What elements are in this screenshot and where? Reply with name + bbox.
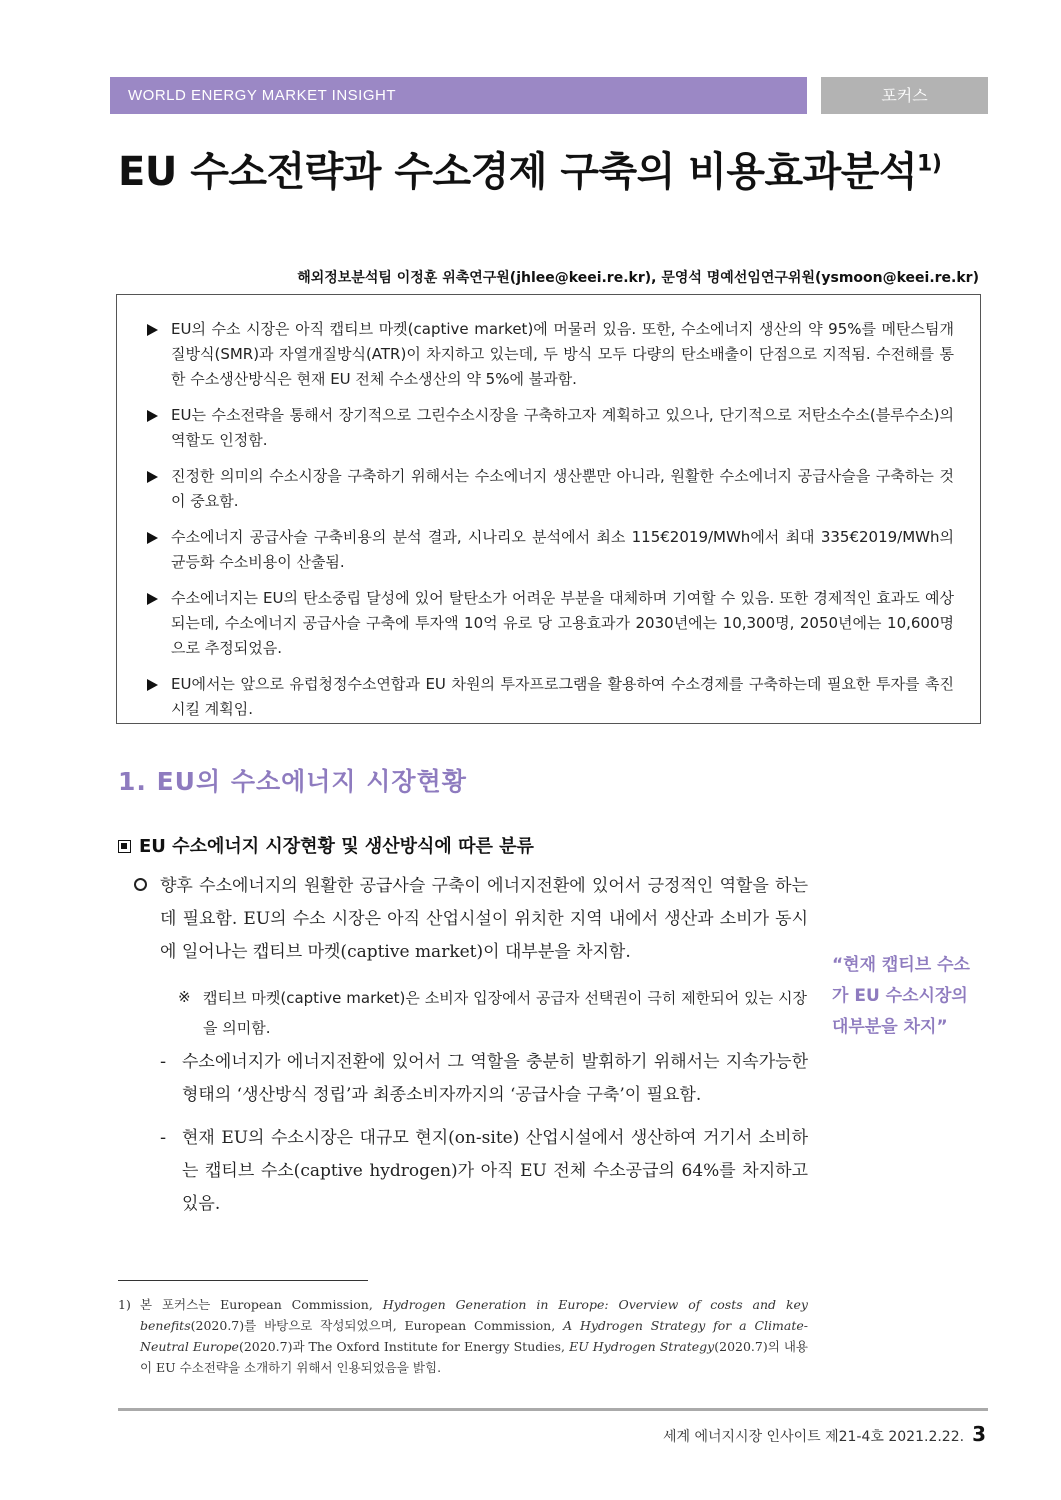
footnote-text: (2020.7)의 내용이 EU 수소전략을 소개하기 위해서 인용되었음을 밝힘. <box>140 1339 808 1375</box>
triangle-bullet-icon <box>147 471 158 483</box>
summary-item <box>147 317 954 392</box>
title-text: EU 수소전략과 수소경제 구축의 비용효과분석 <box>118 149 918 195</box>
page-footer <box>663 1422 986 1446</box>
summary-item <box>147 403 954 453</box>
footnote-body <box>118 1294 808 1378</box>
dash-bullet: - <box>160 1052 167 1072</box>
footnote-citation: A Hydrogen Strategy for a Climate-Neutral Europe <box>140 1318 808 1354</box>
footnote-divider <box>118 1280 368 1281</box>
publication-info: 세계 에너지시장 인사이트 제21-4호 2021.2.22. <box>662 1429 965 1445</box>
summary-item <box>147 525 954 575</box>
triangle-bullet-icon <box>147 324 158 336</box>
footnote-citation: Hydrogen Generation in Europe: Overview of costs and key benefits <box>140 1297 808 1333</box>
page-number: 3 <box>972 1422 986 1446</box>
note-text: 캡티브 마켓(captive market)은 소비자 입장에서 공급자 선택권이 극히 제한되어 있는 시장을 의미함. <box>203 989 807 1037</box>
summary-text: 수소에너지는 EU의 탄소중립 달성에 있어 탈탄소가 어려운 부분을 대체하며 기여할 수 있음. 또한 경제적인 효과도 예상되는데, 수소에너지 공급사슬 구축에 투자액 10억 유로 당 고용효과가 2030년에는 10,300명, 2050년에는 10,600명으로 추정되었음. <box>171 589 954 657</box>
triangle-bullet-icon <box>147 532 158 544</box>
dash-bullet: - <box>160 1128 167 1148</box>
footnote-text: (2020.7)과 The Oxford Institute for Energy Studies, <box>238 1339 570 1354</box>
note-mark: ※ <box>178 988 191 1006</box>
footnote-text: (2020.7)를 바탕으로 작성되었으며, European Commission, <box>190 1318 564 1333</box>
summary-text: EU는 수소전략을 통해서 장기적으로 그린수소시장을 구축하고자 계획하고 있으나, 단기적으로 저탄소수소(블루수소)의 역할도 인정함. <box>171 406 954 449</box>
square-bullet-icon <box>118 840 131 853</box>
header-category-tag: 포커스 <box>821 77 988 114</box>
authors-line: 해외정보분석팀 이정훈 위촉연구원(jhlee@keei.re.kr), 문영석 명예선임연구위원(ysmoon@keei.re.kr) <box>297 270 979 286</box>
footnote-text: 본 포커스는 European Commission, <box>140 1297 383 1312</box>
section-heading: 1. EU의 수소에너지 시장현황 <box>118 767 467 796</box>
summary-box <box>116 294 981 724</box>
footer-divider <box>118 1408 988 1411</box>
header-series-bar: WORLD ENERGY MARKET INSIGHT <box>110 77 807 114</box>
body-dash-item: 현재 EU의 수소시장은 대규모 현지(on-site) 산업시설에서 생산하여 거기서 소비하는 캡티브 수소(captive hydrogen)가 아직 EU 전체 수소공급의 64%를 차지하고 있음. <box>182 1128 808 1214</box>
triangle-bullet-icon <box>147 593 158 605</box>
subsection-heading <box>118 832 534 858</box>
summary-item <box>147 672 954 722</box>
summary-text: 진정한 의미의 수소시장을 구축하기 위해서는 수소에너지 생산뿐만 아니라, 원활한 수소에너지 공급사슬을 구축하는 것이 중요함. <box>171 467 954 510</box>
footnote-citation: EU Hydrogen Strategy <box>569 1339 715 1354</box>
summary-text: EU에서는 앞으로 유럽청정수소연합과 EU 차원의 투자프로그램을 활용하여 수소경제를 구축하는데 필요한 투자를 촉진시킬 계획임. <box>171 675 954 718</box>
subsection-text: EU 수소에너지 시장현황 및 생산방식에 따른 분류 <box>139 836 534 857</box>
summary-text: EU의 수소 시장은 아직 캡티브 마켓(captive market)에 머물러 있음. 또한, 수소에너지 생산의 약 95%를 메탄스팀개질방식(SMR)과 자열개질방식(ATR)이 차지하고 있는데, 두 방식 모두 다량의 탄소배출이 단점으로 지적됨. 수전해를 통한 수소생산방식은 현재 EU 전체 수소생산의 약 5%에 불과함. <box>171 320 954 388</box>
triangle-bullet-icon <box>147 679 158 691</box>
page-title <box>118 140 998 197</box>
pull-quote: “현재 캡티브 수소가 EU 수소시장의 대부분을 차지” <box>832 955 970 1037</box>
triangle-bullet-icon <box>147 410 158 422</box>
body-dash-item: 수소에너지가 에너지전환에 있어서 그 역할을 충분히 발휘하기 위해서는 지속가능한 형태의 ‘생산방식 정립’과 최종소비자까지의 ‘공급사슬 구축’이 필요함. <box>182 1052 808 1105</box>
footnote <box>118 1294 808 1378</box>
summary-item <box>147 586 954 661</box>
summary-item <box>147 464 954 514</box>
footnote-number: 1) <box>118 1297 131 1312</box>
body-paragraph: 향후 수소에너지의 원활한 공급사슬 구축이 에너지전환에 있어서 긍정적인 역할을 하는 데 필요함. EU의 수소 시장은 아직 산업시설이 위치한 지역 내에서 생산과 소비가 동시에 일어나는 캡티브 마켓(captive market)이 대부분을 차지함. <box>160 876 808 962</box>
title-footnote-ref[interactable]: 1) <box>917 151 942 177</box>
summary-text: 수소에너지 공급사슬 구축비용의 분석 결과, 시나리오 분석에서 최소 115€2019/MWh에서 최대 335€2019/MWh의 균등화 수소비용이 산출됨. <box>171 528 954 571</box>
circle-bullet-icon <box>134 878 147 891</box>
